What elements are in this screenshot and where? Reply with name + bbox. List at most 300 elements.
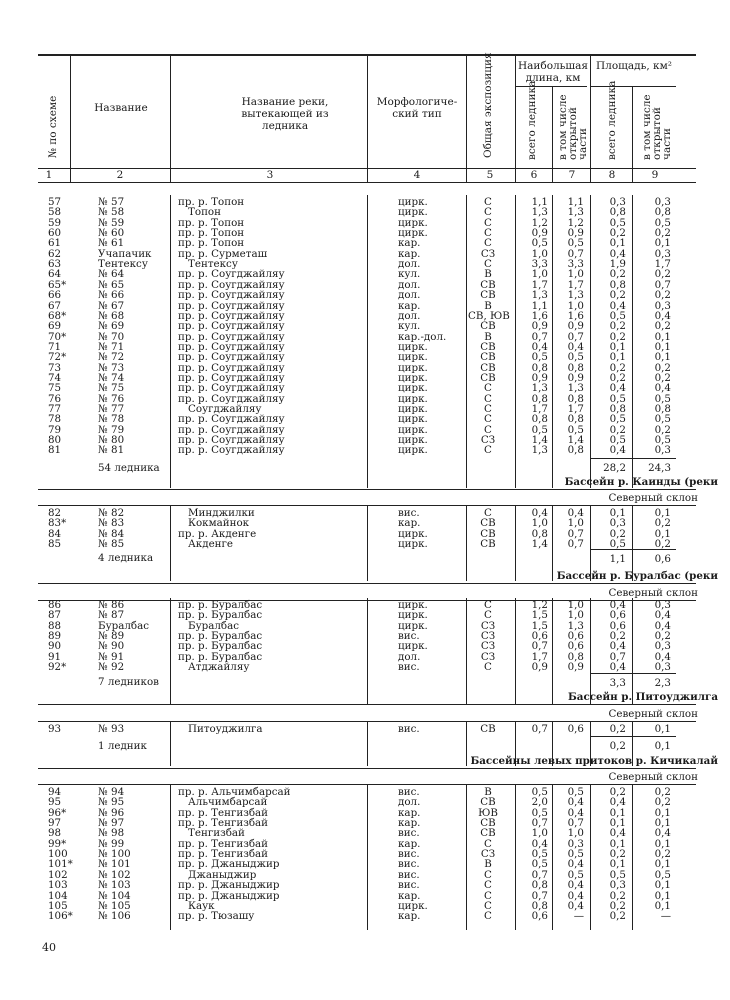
cell-exposure: С: [484, 258, 492, 271]
cell-glacier-name: № 102: [98, 868, 131, 881]
cell-length-open: 0,6: [567, 640, 584, 653]
cell-river-name: пр. р. Тенгизбай: [178, 817, 269, 830]
col-divider-2: [170, 54, 171, 182]
cell-river-name: пр. р. Соугджайляу: [178, 278, 285, 291]
cell-area-total: 0,6: [609, 609, 626, 622]
cell-area-open: 0,1: [654, 237, 671, 250]
cell-length-open: 1,3: [567, 619, 584, 632]
cell-river-name: пр. р. Джаныджир: [178, 858, 280, 871]
cell-length-open: 0,6: [567, 630, 584, 643]
cell-length-total: 1,7: [531, 403, 548, 415]
area-group-rule: [590, 86, 676, 87]
cell-river-name: Кокмайнок: [188, 517, 250, 530]
col-divider-5: [515, 54, 516, 182]
cell-exposure: СВ: [480, 517, 496, 530]
cell-river-name: пр. р. Топон: [178, 227, 245, 240]
group-count: 54 ледника: [98, 462, 160, 474]
cell-scheme-number: 95: [48, 796, 62, 809]
cell-length-open: 1,4: [567, 434, 584, 447]
cell-exposure: СЗ: [480, 848, 496, 861]
cell-area-open: 0,5: [654, 434, 671, 447]
table-row: [0, 290, 730, 300]
cell-river-name: пр. р. Буралбас: [178, 650, 263, 663]
cell-glacier-name: № 93: [98, 723, 125, 735]
total-area-open: 24,3: [648, 462, 671, 474]
cell-length-open: 0,8: [567, 413, 584, 426]
cell-exposure: С: [484, 889, 492, 902]
cell-area-open: 0,1: [654, 899, 671, 912]
cell-area-total: 0,2: [609, 361, 626, 374]
total-area: 0,2: [609, 740, 626, 752]
cell-length-open: 1,0: [567, 268, 584, 281]
cell-length-total: 2,0: [531, 796, 548, 809]
cell-length-total: 1,5: [531, 609, 548, 622]
cell-length-total: 0,9: [531, 661, 548, 674]
group-count: 1 ледник: [98, 740, 147, 752]
cell-morph-type: цирк.: [398, 640, 428, 653]
cell-exposure: СВ: [480, 340, 496, 353]
cell-exposure: С: [484, 237, 492, 250]
colnum-7: 7: [568, 169, 576, 181]
cell-length-total: 1,6: [531, 309, 548, 322]
cell-area-open: 0,3: [654, 661, 671, 674]
table-row: [0, 321, 730, 331]
cell-area-open: 0,4: [654, 382, 671, 395]
cell-area-total: 0,5: [609, 538, 626, 551]
cell-scheme-number: 83*: [48, 517, 67, 530]
cell-area-total: 0,7: [609, 650, 626, 663]
cell-length-total: 0,9: [531, 227, 548, 240]
cell-morph-type: дол.: [398, 796, 421, 809]
total-area: 1,1: [609, 553, 626, 565]
cell-glacier-name: № 87: [98, 609, 125, 622]
header-exposure: Общая экспозиция: [482, 52, 494, 158]
cell-glacier-name: № 59: [98, 216, 125, 229]
header-morph-type: Морфологиче-ский тип: [376, 96, 458, 120]
cell-area-total: 0,2: [609, 889, 626, 902]
cell-area-total: 0,5: [609, 216, 626, 229]
cell-area-open: 0,2: [654, 796, 671, 809]
cell-length-total: 0,9: [531, 371, 548, 384]
basin-rule: [38, 583, 696, 584]
cell-river-name: пр. р. Соугджайляу: [178, 382, 285, 395]
cell-morph-type: цирк.: [398, 527, 428, 540]
cell-area-open: 0,3: [654, 299, 671, 312]
cell-river-name: пр. р. Соугджайляу: [178, 289, 285, 302]
cell-length-open: 0,4: [567, 806, 584, 819]
cell-area-total: 0,4: [609, 599, 626, 611]
cell-morph-type: кар.: [398, 299, 421, 312]
cell-length-open: 0,8: [567, 444, 584, 457]
cell-length-open: 1,0: [567, 609, 584, 622]
cell-area-total: 0,4: [609, 640, 626, 653]
cell-glacier-name: № 96: [98, 806, 125, 819]
cell-exposure: С: [484, 507, 492, 519]
cell-scheme-number: 89: [48, 630, 62, 643]
cell-river-name: Соугджайляу: [188, 403, 262, 415]
group-count: 4 ледника: [98, 552, 154, 564]
cell-length-total: 0,4: [531, 340, 548, 353]
cell-scheme-number: 104: [48, 889, 68, 902]
cell-morph-type: вис.: [398, 661, 420, 674]
cell-length-open: 0,5: [567, 237, 584, 250]
cell-morph-type: цирк.: [398, 371, 428, 384]
cell-glacier-name: № 95: [98, 796, 125, 809]
col-divider-8: [632, 86, 633, 182]
cell-river-name: Тенгизбай: [188, 827, 245, 840]
cell-area-total: 0,2: [609, 423, 626, 436]
cell-scheme-number: 71: [48, 340, 62, 353]
cell-river-name: пр. р. Соугджайляу: [178, 330, 285, 343]
cell-glacier-name: № 77: [98, 403, 125, 415]
cell-exposure: В: [484, 786, 492, 798]
cell-area-total: 0,2: [609, 330, 626, 343]
cell-glacier-name: № 105: [98, 899, 131, 912]
cell-area-open: 0,1: [654, 527, 671, 540]
cell-scheme-number: 90: [48, 640, 62, 653]
cell-area-open: 0,2: [654, 538, 671, 551]
cell-glacier-name: № 91: [98, 650, 125, 663]
header-river-name: Название реки, вытекающей из ледника: [241, 96, 329, 132]
cell-river-name: пр. р. Топон: [178, 196, 245, 208]
cell-river-name: пр. р. Соугджайляу: [178, 268, 285, 281]
cell-length-open: 0,7: [567, 817, 584, 830]
cell-length-total: 1,4: [531, 538, 548, 551]
table-row: [0, 724, 730, 734]
cell-area-total: 0,2: [609, 910, 626, 923]
cell-river-name: пр. р. Соугджайляу: [178, 371, 285, 384]
cell-glacier-name: № 82: [98, 507, 125, 519]
cell-length-open: 0,7: [567, 247, 584, 260]
cell-length-total: 0,7: [531, 889, 548, 902]
cell-area-open: 0,4: [654, 827, 671, 840]
cell-glacier-name: № 57: [98, 196, 125, 208]
cell-length-total: 1,2: [531, 216, 548, 229]
cell-morph-type: дол.: [398, 258, 421, 271]
total-area-open: 2,3: [654, 677, 671, 689]
cell-area-total: 0,1: [609, 806, 626, 819]
table-row: [0, 911, 730, 921]
header-length-group: Наибольшая длина, км: [517, 60, 589, 84]
cell-length-open: 0,7: [567, 538, 584, 551]
cell-length-open: 1,2: [567, 216, 584, 229]
basin-rule: [38, 489, 696, 490]
cell-exposure: СВ: [480, 351, 496, 364]
cell-length-open: 1,1: [567, 196, 584, 208]
cell-length-open: 1,3: [567, 206, 584, 219]
cell-exposure: С: [484, 382, 492, 395]
total-area-open: 0,1: [654, 740, 671, 752]
cell-morph-type: вис.: [398, 868, 420, 881]
cell-exposure: СВ: [480, 827, 496, 840]
slope-heading: Северный склон: [608, 492, 698, 504]
cell-glacier-name: № 74: [98, 371, 125, 384]
cell-morph-type: кар.: [398, 817, 421, 830]
cell-area-total: 0,1: [609, 351, 626, 364]
cell-length-open: 0,5: [567, 786, 584, 798]
cell-river-name: пр. р. Акденге: [178, 527, 257, 540]
cell-length-total: 0,8: [531, 361, 548, 374]
cell-river-name: пр. р. Сурметаш: [178, 247, 268, 260]
cell-river-name: Минджилки: [188, 507, 255, 519]
col-divider-6: [552, 86, 553, 182]
colnum-3: 3: [266, 169, 274, 181]
col-divider-4: [466, 54, 467, 182]
cell-exposure: В: [484, 330, 492, 343]
colnum-9: 9: [651, 169, 659, 181]
cell-area-open: 0,3: [654, 247, 671, 260]
header-length-total: всего ледника: [526, 80, 538, 160]
cell-area-total: 0,1: [609, 237, 626, 250]
cell-area-open: 0,2: [654, 786, 671, 798]
basin-heading: Бассейн р. Буралбас (реки: [556, 570, 718, 582]
cell-exposure: СВ: [480, 817, 496, 830]
cell-exposure: С: [484, 227, 492, 240]
cell-area-open: 0,2: [654, 371, 671, 384]
cell-river-name: Буралбас: [188, 619, 240, 632]
cell-length-open: 0,4: [567, 889, 584, 902]
cell-area-open: 1,7: [654, 258, 671, 271]
cell-area-total: 0,2: [609, 227, 626, 240]
cell-scheme-number: 82: [48, 507, 62, 519]
cell-scheme-number: 61: [48, 237, 62, 250]
header-scheme-number: № по схеме: [47, 95, 59, 158]
cell-area-total: 0,1: [609, 340, 626, 353]
cell-river-name: пр. р. Соугджайляу: [178, 423, 285, 436]
slope-heading: Северный склон: [608, 708, 698, 720]
cell-river-name: Альчимбарсай: [188, 796, 268, 809]
cell-morph-type: кар.: [398, 889, 421, 902]
cell-scheme-number: 60: [48, 227, 62, 240]
cell-river-name: пр. р. Соугджайляу: [178, 320, 285, 333]
cell-river-name: пр. р. Соугджайляу: [178, 351, 285, 364]
cell-area-total: 0,6: [609, 619, 626, 632]
cell-scheme-number: 86: [48, 599, 62, 611]
cell-river-name: Питоуджилга: [188, 723, 263, 735]
cell-area-open: 0,1: [654, 837, 671, 850]
cell-exposure: СЗ: [480, 650, 496, 663]
cell-scheme-number: 99*: [48, 837, 67, 850]
cell-area-open: 0,5: [654, 868, 671, 881]
cell-morph-type: дол.: [398, 289, 421, 302]
cell-area-total: 0,4: [609, 661, 626, 674]
cell-exposure: С: [484, 599, 492, 611]
cell-river-name: пр. р. Соугджайляу: [178, 434, 285, 447]
cell-river-name: пр. р. Буралбас: [178, 599, 263, 611]
cell-length-total: 1,1: [531, 299, 548, 312]
cell-length-open: 0,4: [567, 899, 584, 912]
cell-area-open: 0,1: [654, 879, 671, 892]
cell-glacier-name: № 101: [98, 858, 131, 871]
cell-length-total: 1,3: [531, 444, 548, 457]
cell-river-name: пр. р. Соугджайляу: [178, 444, 285, 457]
cell-length-total: 0,7: [531, 723, 548, 735]
cell-area-open: 0,2: [654, 227, 671, 240]
cell-river-name: Джаныджир: [188, 868, 257, 881]
cell-glacier-name: № 72: [98, 351, 125, 364]
cell-glacier-name: № 97: [98, 817, 125, 830]
table-row: [0, 539, 730, 549]
cell-length-total: 0,5: [531, 351, 548, 364]
cell-area-total: 0,2: [609, 723, 626, 735]
cell-river-name: Атджайляу: [188, 661, 250, 674]
cell-river-name: пр. р. Топон: [178, 216, 245, 229]
cell-morph-type: вис.: [398, 827, 420, 840]
cell-glacier-name: № 75: [98, 382, 125, 395]
cell-area-open: 0,1: [654, 351, 671, 364]
cell-glacier-name: № 61: [98, 237, 125, 250]
cell-exposure: СЗ: [480, 247, 496, 260]
cell-length-total: 0,7: [531, 868, 548, 881]
cell-exposure: С: [484, 444, 492, 457]
cell-morph-type: кар.: [398, 806, 421, 819]
cell-length-total: 1,5: [531, 619, 548, 632]
cell-glacier-name: № 70: [98, 330, 125, 343]
cell-length-open: 0,3: [567, 837, 584, 850]
cell-morph-type: кар.-дол.: [398, 330, 447, 343]
cell-length-total: 1,2: [531, 599, 548, 611]
cell-glacier-name: № 84: [98, 527, 125, 540]
cell-glacier-name: № 60: [98, 227, 125, 240]
cell-length-total: 1,0: [531, 827, 548, 840]
cell-exposure: СВ: [480, 371, 496, 384]
cell-scheme-number: 106*: [48, 910, 73, 923]
cell-length-total: 0,7: [531, 640, 548, 653]
cell-scheme-number: 64: [48, 268, 62, 281]
cell-area-open: 0,2: [654, 423, 671, 436]
cell-morph-type: дол.: [398, 650, 421, 663]
cell-scheme-number: 57: [48, 196, 62, 208]
cell-morph-type: цирк.: [398, 899, 428, 912]
cell-length-open: 1,0: [567, 599, 584, 611]
cell-length-total: 0,8: [531, 392, 548, 405]
cell-scheme-number: 102: [48, 868, 68, 881]
table-row: [0, 352, 730, 362]
cell-area-total: 0,1: [609, 858, 626, 871]
cell-scheme-number: 67: [48, 299, 62, 312]
cell-exposure: СВ: [480, 723, 496, 735]
cell-length-open: —: [573, 910, 584, 923]
cell-glacier-name: № 83: [98, 517, 125, 530]
cell-area-total: 0,4: [609, 827, 626, 840]
cell-length-total: 3,3: [531, 258, 548, 271]
cell-glacier-name: № 104: [98, 889, 131, 902]
cell-morph-type: цирк.: [398, 413, 428, 426]
cell-length-open: 1,0: [567, 299, 584, 312]
cell-area-open: 0,2: [654, 517, 671, 530]
cell-morph-type: цирк.: [398, 423, 428, 436]
cell-length-open: 0,5: [567, 848, 584, 861]
cell-glacier-name: № 100: [98, 848, 131, 861]
cell-glacier-name: № 94: [98, 786, 125, 798]
cell-glacier-name: № 58: [98, 206, 125, 219]
cell-river-name: Каук: [188, 899, 215, 912]
cell-glacier-name: № 76: [98, 392, 125, 405]
cell-length-total: 0,8: [531, 413, 548, 426]
cell-exposure: ЮВ: [478, 806, 498, 819]
cell-area-open: 0,2: [654, 630, 671, 643]
cell-river-name: пр. р. Соугджайляу: [178, 413, 285, 426]
cell-area-total: 0,2: [609, 371, 626, 384]
cell-morph-type: цирк.: [398, 538, 428, 551]
header-length-open: в том числе открытой части: [557, 94, 589, 160]
cell-area-total: 0,2: [609, 848, 626, 861]
cell-length-open: 0,8: [567, 361, 584, 374]
cell-exposure: С: [484, 868, 492, 881]
cell-length-open: 0,8: [567, 650, 584, 663]
cell-scheme-number: 78: [48, 413, 62, 426]
cell-length-open: 1,6: [567, 309, 584, 322]
cell-scheme-number: 58: [48, 206, 62, 219]
cell-morph-type: цирк.: [398, 444, 428, 457]
cell-length-total: 0,4: [531, 837, 548, 850]
cell-exposure: СВ: [480, 527, 496, 540]
cell-glacier-name: № 66: [98, 289, 125, 302]
cell-length-total: 0,5: [531, 786, 548, 798]
cell-scheme-number: 103: [48, 879, 68, 892]
cell-scheme-number: 92*: [48, 661, 67, 674]
cell-area-total: 0,4: [609, 247, 626, 260]
cell-scheme-number: 88: [48, 619, 62, 632]
cell-length-total: 0,7: [531, 817, 548, 830]
cell-morph-type: цирк.: [398, 196, 428, 208]
cell-river-name: пр. р. Буралбас: [178, 630, 263, 643]
cell-area-total: 0,2: [609, 268, 626, 281]
cell-area-total: 0,2: [609, 289, 626, 302]
cell-area-open: 0,2: [654, 848, 671, 861]
cell-length-open: 1,0: [567, 827, 584, 840]
cell-area-total: 0,5: [609, 392, 626, 405]
cell-exposure: С: [484, 837, 492, 850]
cell-morph-type: цирк.: [398, 434, 428, 447]
cell-morph-type: цирк.: [398, 599, 428, 611]
cell-length-open: 0,8: [567, 392, 584, 405]
cell-exposure: С: [484, 196, 492, 208]
cell-length-open: 3,3: [567, 258, 584, 271]
cell-glacier-name: № 73: [98, 361, 125, 374]
cell-morph-type: кар.: [398, 910, 421, 923]
cell-river-name: пр. р. Джаныджир: [178, 889, 280, 902]
table-row: [0, 662, 730, 672]
cell-morph-type: цирк.: [398, 382, 428, 395]
cell-morph-type: цирк.: [398, 216, 428, 229]
cell-morph-type: вис.: [398, 630, 420, 643]
cell-area-open: 0,1: [654, 340, 671, 353]
cell-area-open: 0,1: [654, 330, 671, 343]
cell-scheme-number: 97: [48, 817, 62, 830]
cell-area-open: 0,2: [654, 320, 671, 333]
cell-scheme-number: 85: [48, 538, 62, 551]
cell-scheme-number: 93: [48, 723, 62, 735]
cell-length-total: 0,5: [531, 848, 548, 861]
basin-heading: Бассейн р. Каинды (реки: [564, 476, 718, 488]
cell-area-open: 0,4: [654, 609, 671, 622]
cell-river-name: Акденге: [188, 538, 234, 551]
cell-length-total: 1,7: [531, 650, 548, 663]
cell-length-total: 1,0: [531, 247, 548, 260]
cell-length-open: 0,5: [567, 423, 584, 436]
cell-area-open: 0,1: [654, 889, 671, 902]
cell-area-total: 0,8: [609, 278, 626, 291]
cell-area-total: 0,2: [609, 630, 626, 643]
cell-length-total: 0,8: [531, 879, 548, 892]
cell-length-open: 1,3: [567, 382, 584, 395]
cell-area-total: 0,4: [609, 382, 626, 395]
cell-scheme-number: 73: [48, 361, 62, 374]
cell-exposure: С: [484, 661, 492, 674]
cell-river-name: пр. р. Соугджайляу: [178, 361, 285, 374]
cell-length-total: 0,5: [531, 806, 548, 819]
